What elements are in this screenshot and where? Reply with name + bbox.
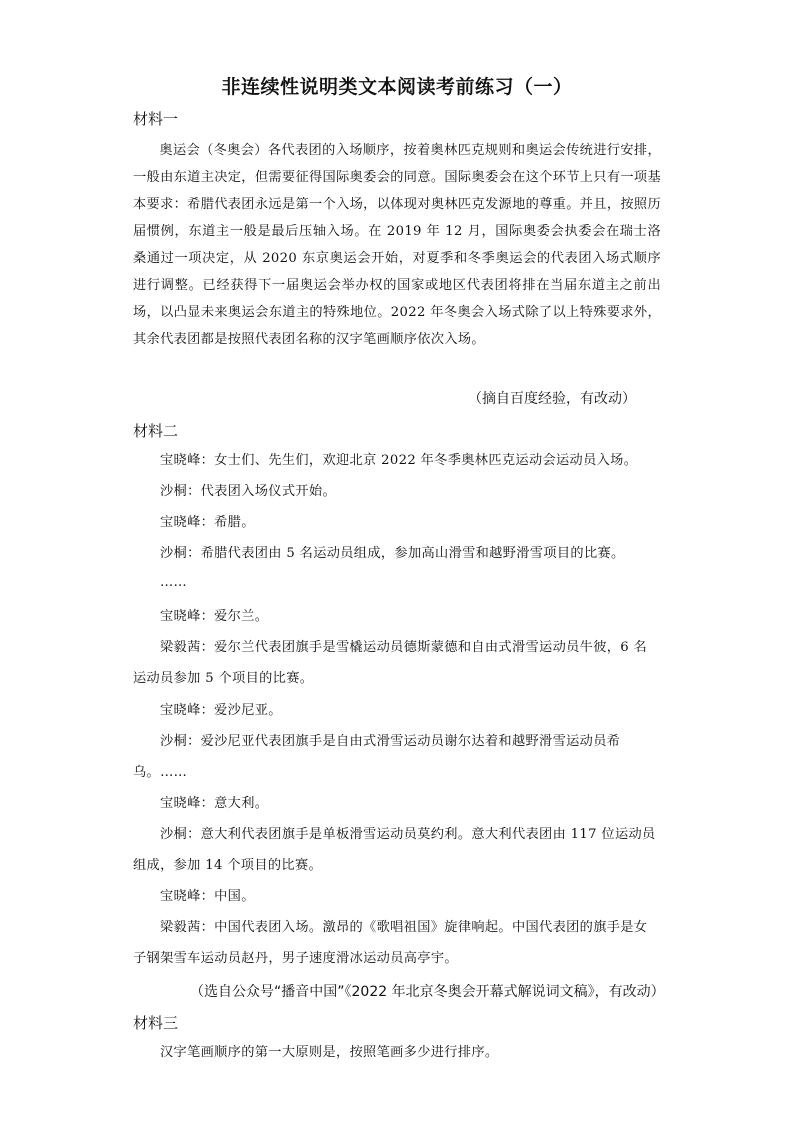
dialogue-line: 宝晓峰：爱尔兰。 — [160, 609, 269, 624]
document-title: 非连续性说明类文本阅读考前练习（一） — [221, 76, 573, 98]
ellipsis-line: …… — [160, 575, 188, 590]
dialogue-line-continued: 运动员参加 5 个项目的比赛。 — [133, 671, 314, 686]
dialogue-line: 沙桐：希腊代表团由 5 名运动员组成，参加高山滑雪和越野滑雪项目的比赛。 — [160, 546, 625, 561]
dialogue-line: 宝晓峰：爱沙尼亚。 — [160, 703, 282, 718]
dialogue-line-continued: 组成，参加 14 个项目的比赛。 — [133, 858, 323, 873]
material1-paragraph: 奥运会（冬奥会）各代表团的入场顺序，按着奥林匹克规则和奥运会传统进行安排，一般由东道主决定，但需要征得国际奥委会的同意。国际奥委会在这个环节上只有一项基本要求：希腊代表团永远是第一个入场，以体现对奥林匹克发源地的尊重。并且，按照历届惯例，东道主一般是最后压轴入场。在 2019 年 12 月，国际奥委会执委会在瑞士洛桑通过一项决定，从 2020 东京奥运会开始，对夏季和冬季奥运会的代表团入场式顺序进行调整。已经获得下一届奥运会举办权的国家或地区代表团将排在当届东道主之前出场，以凸显未来奥运会东道主的特殊地位。2022 年冬奥会入场式除了以上特殊要求外，其余代表团都是按照代表团名称的汉字笔画顺序依次入场。 — [133, 143, 661, 347]
dialogue-line: 沙桐：代表团入场仪式开始。 — [160, 484, 336, 499]
material2-source: （选自公众号“播音中国”《2022 年北京冬奥会开幕式解说词文稿》，有改动） — [190, 984, 665, 1000]
material1-source: （摘自百度经验，有改动） — [468, 391, 636, 407]
material3-paragraph: 汉字笔画顺序的第一大原则是，按照笔画多少进行排序。 — [160, 1045, 499, 1060]
dialogue-line-continued: 子钢架雪车运动员赵丹，男子速度滑冰运动员高亭宇。 — [133, 951, 458, 966]
material3-heading: 材料三 — [133, 1014, 179, 1032]
dialogue-line: 沙桐：意大利代表团旗手是单板滑雪运动员莫约利。意大利代表团由 117 位运动员 — [160, 827, 656, 842]
dialogue-line: 沙桐：爱沙尼亚代表团旗手是自由式滑雪运动员谢尔达着和越野滑雪运动员希 — [160, 734, 621, 749]
dialogue-line-continued: 乌。…… — [133, 765, 188, 780]
dialogue-line: 宝晓峰：希腊。 — [160, 515, 255, 530]
dialogue-line: 宝晓峰：意大利。 — [160, 796, 269, 811]
dialogue-line: 梁毅茜：爱尔兰代表团旗手是雪橇运动员德斯蒙德和自由式滑雪运动员牛彼，6 名 — [160, 640, 648, 655]
material1-heading: 材料一 — [133, 110, 179, 128]
dialogue-line: 宝晓峰：中国。 — [160, 889, 255, 904]
dialogue-line: 宝晓峰：女士们、先生们，欢迎北京 2022 年冬季奥林匹克运动会运动员入场。 — [160, 453, 638, 468]
material2-heading: 材料二 — [133, 422, 179, 440]
dialogue-line: 梁毅茜：中国代表团入场。激昂的《歌唱祖国》旋律响起。中国代表团的旗手是女 — [160, 920, 648, 935]
